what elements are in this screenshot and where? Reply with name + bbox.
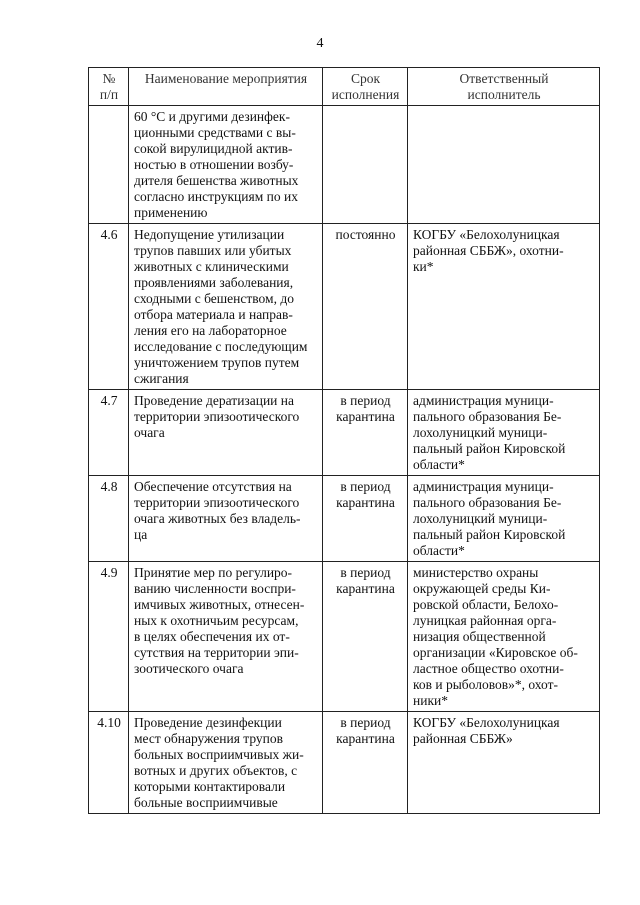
text-line: пальный район Кировской [413,527,566,542]
row-responsible [408,224,600,390]
header-name [129,68,323,106]
text-line: карантина [336,581,395,596]
text-line: администрация муници- [413,479,554,494]
text-line: ков и рыболовов»*, охот- [413,677,558,692]
row-responsible [408,390,600,476]
page-number: 4 [316,36,324,51]
text-line: Проведение дератизации на [134,393,295,408]
text-line: сутствия на территории эпи- [134,645,299,660]
text-line: ластное общество охотни- [413,661,564,676]
row-measure-name [129,712,323,814]
text-line: Наименование мероприятия [144,71,308,86]
row-term [323,712,408,814]
text-line: мест обнаружения трупов [134,731,284,746]
header-responsible [408,68,600,106]
text-line: сжигания [134,371,189,386]
text-line: области* [413,457,465,472]
table-body [89,106,600,814]
text-line: районная СББЖ», охотни- [413,243,564,258]
text-line: администрация муници- [413,393,554,408]
table-row [89,476,600,562]
text-line: ровской области, Белохо- [413,597,559,612]
row-responsible [408,562,600,712]
row-measure-name [129,390,323,476]
text-line: ники* [413,693,448,708]
text-line: применению [134,205,208,220]
row-number [89,106,129,224]
text-line: исследование с последующим [134,339,308,354]
row-term [323,562,408,712]
text-line: ления его на лабораторное [134,323,287,338]
text-line: проявлениями заболевания, [134,275,294,290]
header-num [89,68,129,106]
row-number: 4.6 [89,224,129,390]
text-line: карантина [336,731,395,746]
text-line: пального образования Бе- [413,409,562,424]
text-line: пального образования Бе- [413,495,562,510]
text-line: ванию численности воспри- [134,581,296,596]
text-line: области* [413,543,465,558]
text-line: дителя бешенства животных [134,173,299,188]
row-responsible [408,476,600,562]
text-line: в период [340,715,391,730]
text-line: министерство охраны [413,565,539,580]
text-line: сходными с бешенством, до [134,291,294,306]
row-term [323,106,408,224]
text-line: ных к охотничьим ресурсам, [134,613,299,628]
table-row [89,712,600,814]
text-line: Принятие мер по регулиро- [134,565,293,580]
text-line: карантина [336,409,395,424]
text-line: Проведение дезинфекции [134,715,282,730]
text-line: районная СББЖ» [413,731,513,746]
text-line: согласно инструкциям по их [134,189,298,204]
text-line: ционными средствами с вы- [134,125,296,140]
text-line: ностью в отношении возбу- [134,157,294,172]
text-line: очага животных без владель- [134,511,301,526]
row-responsible [408,712,600,814]
text-line: больных восприимчивых жи- [134,747,304,762]
table-row [89,106,600,224]
text-line: луницкая районная орга- [413,613,557,628]
text-line: которыми контактировали [134,779,286,794]
table-row [89,390,600,476]
text-line: территории эпизоотического [134,409,300,424]
measures-table [88,67,600,814]
text-line: низация общественной [413,629,546,644]
text-line: ки* [413,259,434,274]
row-measure-name [129,224,323,390]
row-number: 4.10 [89,712,129,814]
text-line: окружающей среды Ки- [413,581,551,596]
row-number: 4.9 [89,562,129,712]
text-line: территории эпизоотического [134,495,300,510]
text-line: в целях обеспечения их от- [134,629,290,644]
text-line: больные восприимчивые [134,795,278,810]
text-line: постоянно [335,227,396,242]
text-line: исполнитель [467,87,541,102]
text-line: животных с клиническими [134,259,289,274]
text-line: уничтожением трупов путем [134,355,300,370]
row-measure-name [129,476,323,562]
table-header-row [89,68,600,106]
text-line: пальный район Кировской [413,441,566,456]
text-line: Обеспечение отсутствия на [134,479,292,494]
row-measure-name [129,562,323,712]
text-line: КОГБУ «Белохолуницкая [413,715,560,730]
text-line: карантина [336,495,395,510]
row-number: 4.8 [89,476,129,562]
text-line: 60 °С и другими дезинфек- [134,109,290,124]
row-responsible [408,106,600,224]
text-line: зоотического очага [134,661,244,676]
header-term [323,68,408,106]
text-line: ца [134,527,148,542]
text-line: в период [340,565,391,580]
text-line: Недопущение утилизации [134,227,285,242]
text-line: Срок [350,71,381,86]
text-line: исполнения [331,87,400,102]
text-line: в период [340,479,391,494]
text-line: очага [134,425,165,440]
row-measure-name [129,106,323,224]
table-row [89,562,600,712]
text-line: № [102,71,116,86]
text-line: сокой вирулицидной актив- [134,141,293,156]
text-line: вотных и других объектов, с [134,763,298,778]
text-line: лохолуницкий муници- [413,425,548,440]
text-line: имчивых животных, отнесен- [134,597,305,612]
text-line: трупов павших или убитых [134,243,292,258]
row-number: 4.7 [89,390,129,476]
table-row [89,224,600,390]
text-line: в период [340,393,391,408]
row-term [323,390,408,476]
text-line: организации «Кировское об- [413,645,578,660]
text-line: Ответственный [459,71,549,86]
row-term [323,224,408,390]
text-line: п/п [99,87,119,102]
text-line: КОГБУ «Белохолуницкая [413,227,560,242]
row-term [323,476,408,562]
text-line: отбора материала и направ- [134,307,293,322]
text-line: лохолуницкий муници- [413,511,548,526]
